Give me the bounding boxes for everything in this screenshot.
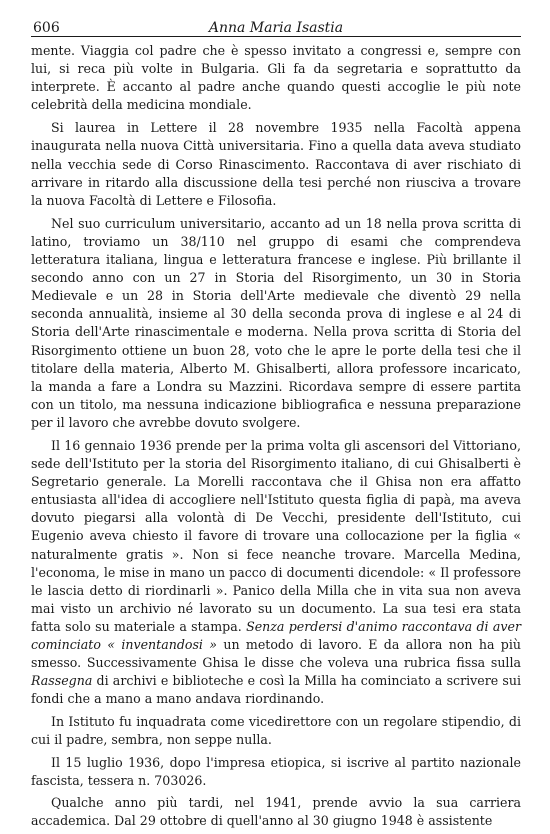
- rassegna-title: Rassegna: [31, 673, 93, 689]
- paragraph-6: Il 15 luglio 1936, dopo l'impresa etiopica, si iscrive al partito nazionale fascista, tessera n. 703026.: [31, 754, 521, 788]
- paragraph-4-text-c: di archivi e biblioteche e così la Milla ha cominciato a scrivere sui fondi che a mano a mano andava riordinando.: [31, 673, 521, 707]
- paragraph-2: Si laurea in Lettere il 28 novembre 1935 nella Facoltà appena inaugurata nella nuova Città universitaria. Fino a quella data aveva studiato nella vecchia sede di Corso Rinascimento. Raccontava di aver rischiato di arrivare in ritardo alla discussione della tesi perché non riusciva a trovare la nuova Facoltà di Lettere e Filosofia.: [31, 120, 521, 208]
- page-number: 606: [33, 20, 60, 36]
- paragraph-5: In Istituto fu inquadrata come vicedirettore con un regolare stipendio, di cui il padre, sembra, non seppe nulla.: [31, 714, 521, 748]
- paragraph-4: [31, 437, 521, 708]
- running-title: Anna Maria Isastia: [208, 20, 344, 36]
- book-page: [31, 10, 521, 834]
- paragraph-4-text-b: un metodo di lavoro. E da allora non ha più smesso. Successivamente Ghisa le disse che voleva una rubrica fissa sulla: [31, 637, 522, 671]
- paragraph-4-text-a: Il 16 gennaio 1936 prende per la prima volta gli ascensori del Vittoriano, sede dell'Istituto per la storia del Risorgimento italiano, di cui Ghisalberti è Segretario generale. La Morelli raccontava che il Ghisa non era affatto entusiasta all'idea di accogliere nell'Istituto questa figlia di papà, ma aveva dovuto piegarsi alla volontà di De Vecchi, presidente dell'Istituto, cui Eugenio aveva chiesto il favore di trovare una collocazione per la figlia « naturalmente gratis ». Non si fece neanche trovare. Marcella Medina, l'economa, le mise in mano un pacco di documenti dicendole: « Il professore le lascia detto di riordinarli ». Panico della Milla che in vita sua non aveva mai visto un archivio né lavorato su un documento. La sua tesi era stata fatta solo su materiale a stampa.: [31, 437, 521, 634]
- paragraph-3: Nel suo curriculum universitario, accanto ad un 18 nella prova scritta di latino, troviamo un 38/110 nel gruppo di esami che comprendeva letteratura italiana, lingua e letteratura francese e inglese. Più brillante il secondo anno con un 27 in Storia del Risorgimento, un 30 in Storia Medievale e un 28 in Storia dell'Arte medievale che diventò 29 nella seconda annualità, insieme al 30 della seconda prova di inglese e al 24 di Storia dell'Arte rinascimentale e moderna. Nella prova scritta di Storia del Risorgimento ottiene un buon 28, voto che le apre le porte della tesi che il titolare della materia, Alberto M. Ghisalberti, allora professore incaricato, la manda a fare a Londra su Mazzini. Ricordava sempre di essere partita con un titolo, ma nessuna indicazione bibliografica e nessuna preparazione per il lavoro che avrebbe dovuto svolgere.: [31, 215, 521, 430]
- paragraph-1: mente. Viaggia col padre che è spesso invitato a congressi e, sempre con lui, si reca più volte in Bulgaria. Gli fa da segretaria e soprattutto da interprete. È accanto al padre anche quando questi accoglie le più note celebrità della medicina mondiale.: [31, 43, 521, 113]
- paragraph-4-italic-a: Senza perdersi d'animo raccontava di aver cominciato « inventandosi »: [31, 618, 522, 652]
- page-header: [31, 10, 521, 37]
- page-body: [31, 42, 521, 830]
- paragraph-7: Qualche anno più tardi, nel 1941, prende avvio la sua carriera accademica. Dal 29 ottobre di quell'anno al 30 giugno 1948 è assistente: [31, 794, 521, 828]
